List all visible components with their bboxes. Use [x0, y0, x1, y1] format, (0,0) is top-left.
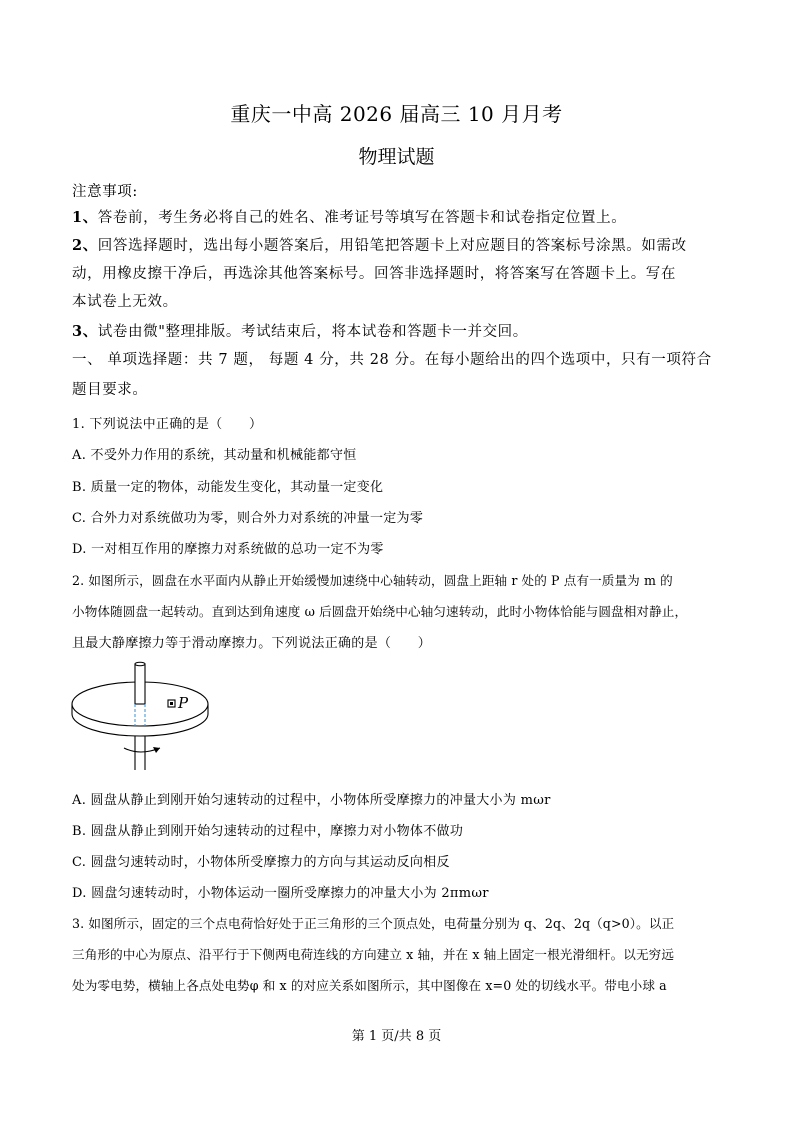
q3-stem-line-1: 3. 如图所示，固定的三个点电荷恰好处于正三角形的三个顶点处，电荷量分别为 q、2q、2q（q>0）。以正 — [72, 916, 675, 931]
q3-stem-line-3: 处为零电势，横轴上各点处电势φ 和 x 的对应关系如图所示，其中图像在 x=0 处的切线水平。带电小球 a — [72, 978, 667, 993]
notice-item-line: 回答选择题时，选出每小题答案后，用铅笔把答题卡上对应题目的答案标号涂黑。如需改 — [97, 238, 687, 254]
notice-item-num: 3、 — [72, 323, 98, 340]
section-heading: 一、 单项选择题：共 7 题， 每题 4 分，共 28 分。在每小题给出的四个选项中，只有一项符合 — [72, 352, 712, 368]
q2-option-d: D. 圆盘匀速转动时，小物体运动一圈所受摩擦力的冲量大小为 2πmωr — [72, 886, 489, 901]
axle-cap — [135, 662, 145, 666]
notice-item-2-line-3: 本试卷上无效。 — [72, 294, 178, 310]
notice-item-num: 2、 — [72, 237, 98, 254]
q1-option-a: A. 不受外力作用的系统，其动量和机械能都守恒 — [72, 448, 357, 463]
notice-item-text: 答卷前，考生务必将自己的姓名、准考证号等填写在答题卡和试卷指定位置上。 — [97, 210, 627, 226]
q2-stem-line-2: 小物体随圆盘一起转动。直到达到角速度 ω 后圆盘开始绕中心轴匀速转动，此时小物体恰能与圆盘相对静止， — [72, 604, 688, 619]
small-object-core — [170, 702, 173, 705]
q1-option-b: B. 质量一定的物体，动能发生变化，其动量一定变化 — [72, 480, 384, 495]
exam-subtitle: 物理试题 — [358, 146, 435, 168]
notice-item-num: 1、 — [72, 209, 98, 226]
axle-top — [135, 664, 145, 704]
q2-option-b: B. 圆盘从静止到刚开始匀速转动的过程中，摩擦力对小物体不做功 — [72, 824, 464, 839]
page-footer: 第 1 页/共 8 页 — [351, 1029, 442, 1044]
notice-item-text: 试卷由微"整理排版。考试结束后，将本试卷和答题卡一并交回。 — [97, 324, 528, 340]
section-heading-line-2: 题目要求。 — [72, 382, 148, 398]
q2-option-a: A. 圆盘从静止到刚开始匀速转动的过程中，小物体所受摩擦力的冲量大小为 mωr — [72, 793, 551, 808]
q1-stem: 1. 下列说法中正确的是（ ） — [72, 417, 263, 432]
rotating-disc-figure — [66, 660, 216, 772]
notice-item-2 — [72, 234, 687, 255]
q2-stem-line-1: 2. 如图所示，圆盘在水平面内从静止开始缓慢加速绕中心轴转动，圆盘上距轴 r 处的 P 点有一质量为 m 的 — [72, 573, 673, 588]
q1-option-d: D. 一对相互作用的摩擦力对系统做的总功一定不为零 — [72, 542, 384, 557]
notice-item-2-line-2: 动，用橡皮擦干净后，再选涂其他答案标号。回答非选择题时，将答案写在答题卡上。写在 — [72, 266, 676, 282]
q1-option-c: C. 合外力对系统做功为零，则合外力对系统的冲量一定为零 — [72, 511, 424, 526]
q3-stem-line-2: 三角形的中心为原点、沿平行于下侧两电荷连线的方向建立 x 轴，并在 x 轴上固定一根光滑细杆。以无穷远 — [72, 947, 675, 962]
notice-item-1 — [72, 206, 626, 227]
q2-stem-line-3: 且最大静摩擦力等于滑动摩擦力。下列说法正确的是（ ） — [72, 636, 432, 651]
q2-option-c: C. 圆盘匀速转动时，小物体所受摩擦力的方向与其运动反向相反 — [72, 855, 450, 870]
notice-heading: 注意事项: — [72, 184, 138, 200]
exam-title: 重庆一中高 2026 届高三 10 月月考 — [230, 102, 563, 126]
notice-item-3 — [72, 320, 528, 341]
point-p-label: P — [178, 694, 189, 712]
